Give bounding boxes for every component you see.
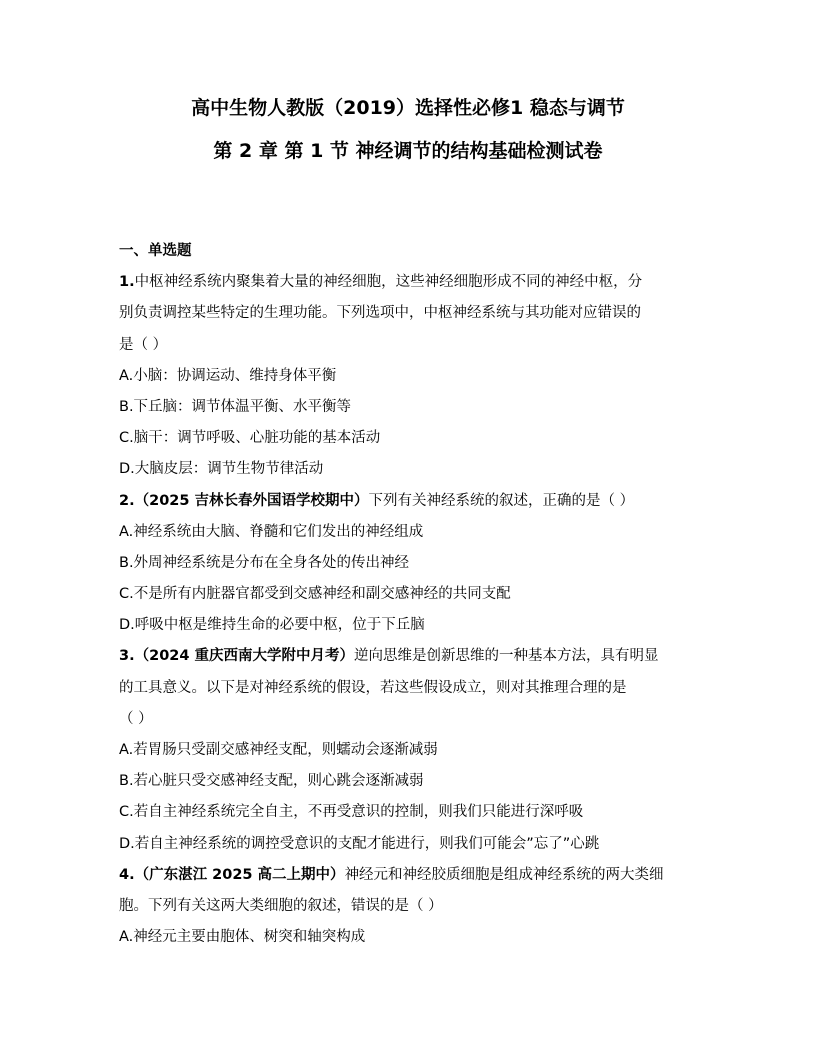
question-stem-text: 胞。下列有关这两大类细胞的叙述，错误的是（ ） xyxy=(119,897,443,914)
question-source: （2025 吉林长春外国语学校期中） xyxy=(134,492,369,509)
question-4-first-line xyxy=(119,860,709,891)
option-a: A.若胃肠只受副交感神经支配，则蠕动会逐渐减弱 xyxy=(119,742,438,758)
question-number: 4. xyxy=(119,866,135,883)
option-b: B.外周神经系统是分布在全身各处的传出神经 xyxy=(119,554,410,571)
option-a: A.神经系统由大脑、脊髓和它们发出的神经组成 xyxy=(119,523,424,540)
question-1-first-line xyxy=(119,267,709,298)
option-c: C.若自主神经系统完全自主，不再受意识的控制，则我们只能进行深呼吸 xyxy=(119,804,584,821)
option-b: B.下丘脑：调节体温平衡、水平衡等 xyxy=(119,398,352,415)
question-stem-text: 中枢神经系统内聚集着大量的神经细胞，这些神经细胞形成不同的神经中枢，分 xyxy=(134,274,643,291)
question-number: 1. xyxy=(119,274,135,291)
question-stem-text: 的工具意义。以下是对神经系统的假设，若这些假设成立，则对其推理合理的是 xyxy=(119,679,627,696)
question-stem-text: 别负责调控某些特定的生理功能。下列选项中，中枢神经系统与其功能对应错误的 xyxy=(119,305,641,322)
question-number: 2. xyxy=(119,492,135,509)
question-source: （2024 重庆西南大学附中月考） xyxy=(134,648,355,665)
option-b: B.若心脏只受交感神经支配，则心跳会逐渐减弱 xyxy=(119,773,424,790)
option-d: D.大脑皮层：调节生物节律活动 xyxy=(119,461,324,478)
question-stem-text: 下列有关神经系统的叙述，正确的是（ ） xyxy=(368,492,635,509)
option-c: C.不是所有内脏器官都受到交感神经和副交感神经的共同支配 xyxy=(119,586,511,603)
question-source: （广东湛江 2025 高二上期中） xyxy=(134,866,345,883)
question-stem-text: 神经元和神经胶质细胞是组成神经系统的两大类细 xyxy=(344,866,664,883)
option-a: A.小脑：协调运动、维持身体平衡 xyxy=(119,367,337,384)
question-3 xyxy=(119,641,709,859)
question-stem-text: 逆向思维是创新思维的一种基本方法，具有明显 xyxy=(354,648,659,665)
question-stem-text: 是（ ） xyxy=(119,336,168,353)
option-d: D.若自主神经系统的调控受意识的支配才能进行，则我们可能会”忘了”心跳 xyxy=(119,835,600,852)
document-body xyxy=(119,236,709,953)
document-subtitle: 第 2 章 第 1 节 神经调节的结构基础检测试卷 xyxy=(213,140,603,162)
question-number: 3. xyxy=(119,648,135,665)
question-2-first-line xyxy=(119,486,709,517)
question-4 xyxy=(119,860,709,954)
document-title: 高中生物人教版（2019）选择性必修1 稳态与调节 xyxy=(191,97,625,119)
question-stem-text: （ ） xyxy=(119,710,153,727)
question-3-first-line xyxy=(119,641,709,672)
question-1 xyxy=(119,267,709,485)
section-heading: 一、单选题 xyxy=(119,243,192,259)
option-a: A.神经元主要由胞体、树突和轴突构成 xyxy=(119,929,366,946)
question-2 xyxy=(119,486,709,642)
option-d: D.呼吸中枢是维持生命的必要中枢，位于下丘脑 xyxy=(119,617,425,634)
option-c: C.脑干：调节呼吸、心脏功能的基本活动 xyxy=(119,430,381,447)
